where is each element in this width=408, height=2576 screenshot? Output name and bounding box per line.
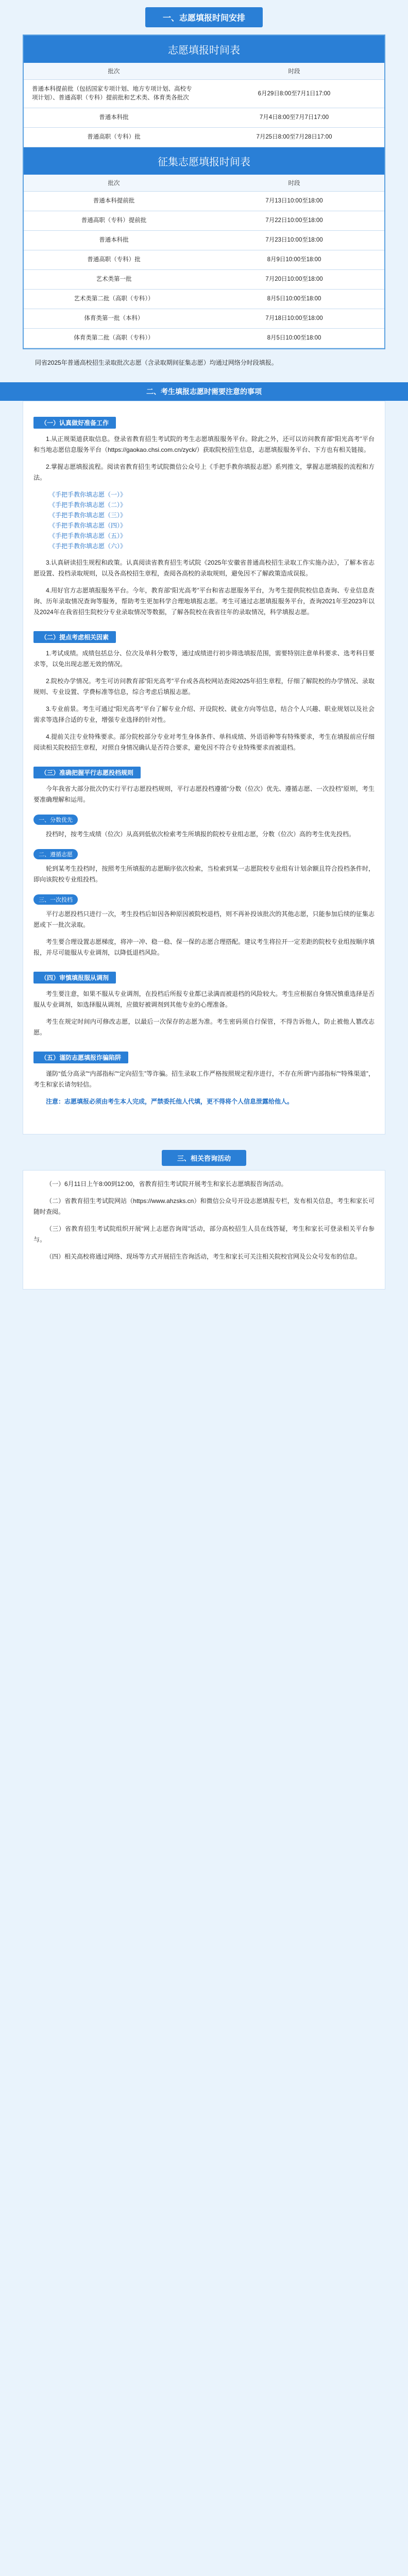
section-2-body [23,401,385,1134]
table1-title: 志愿填报时间表 [24,36,384,63]
table-row [24,231,384,250]
section-3-title: 三、相关咨询活动 [162,1150,246,1166]
paragraph-8: 4.提前关注专业特殊要求。部分院校部分专业对考生身体条件、单科成绩、外语语种等有特殊要求，考生在填报前应仔细阅读相关院校招生章程，对照自身情况确认是否符合要求，避免因不符合专业特殊要求而被退档。 [33,733,375,751]
guide-link-1[interactable]: 《手把手教你填志愿（一）》 [49,491,127,498]
footer-spacer [0,1290,408,1310]
pill-score-first: 一、分数优先 [33,815,78,825]
table-cell: 普通本科批 [24,108,204,128]
paragraph-10: 投档时，按考生成绩（位次）从高到低依次检索考生所填报的院校专业组志愿，分数（位次）高的考生优先投档。 [46,831,355,838]
paragraph-5: 1.考试成绩。成绩包括总分、位次及单科分数等，通过成绩进行初步筛选填报范围，需要特别注意单科要求、选考科目要求等，以免出现志愿无效的情况。 [33,650,375,668]
subsection-5-tag: （五）谨防志愿填报诈骗陷阱 [33,1052,128,1063]
section-1-header [0,7,408,27]
table2 [24,175,384,348]
table-row [24,192,384,211]
paragraph-19: （二）省教育招生考试院网站（https://www.ahzsks.cn）和微信公众号开设志愿填报专栏，发布相关信息，考生和家长可随时查阅。 [33,1197,375,1215]
paragraph-14: 考生要注意，如果不服从专业调剂，在投档后所报专业都已录满而被退档的风险较大。考生应根据自身情况慎重选择是否服从专业调剂，如选择服从调剂，应做好被调剂到其他专业的心理准备。 [33,990,375,1008]
table-cell: 7月25日8:00至7月28日17:00 [204,128,384,147]
guide-link-6[interactable]: 《手把手教你填志愿（六）》 [49,543,127,550]
subsection-2-tag: （二）提点考虑相关因素 [33,631,116,643]
subsection-3-tag: （三）准确把握平行志愿投档规则 [33,767,141,778]
table-cell: 7月20日10:00至18:00 [204,270,384,290]
table-cell: 6月29日8:00至7月1日17:00 [204,80,384,108]
table-cell: 7月23日10:00至18:00 [204,231,384,250]
paragraph-21: （四）相关高校将通过网络、现场等方式开展招生咨询活动，考生和家长可关注相关院校官网及公众号发布的信息。 [46,1253,362,1260]
paragraph-7: 3.专业前景。考生可通过“阳光高考”平台了解专业介绍、开设院校、就业方向等信息，结合个人兴趣、职业规划以及社会需求等选择合适的专业，增强专业选择的针对性。 [33,705,375,723]
table-row [24,270,384,290]
table-cell: 7月22日10:00至18:00 [204,211,384,231]
table1-header-time: 时段 [204,63,384,80]
paragraph-1: 1.从正规渠道获取信息。登录省教育招生考试院的考生志愿填报服务平台。除此之外，还可以访问教育部“阳光高考”平台和当地志愿信息服务平台（https://gaokao.chsi.com.cn/zyck/）获取院校招生信息，志愿填报服务平台、下方也有相关链接。 [33,435,375,453]
pill-one-submission: 三、一次投档 [33,894,78,905]
paragraph-6: 2.院校办学情况。考生可访问教育部“阳光高考”平台或各高校网站查阅2025年招生章程，仔细了解院校的办学情况、录取规则、专业设置、学费标准等信息，综合考虑后填报志愿。 [33,677,375,696]
section-1-title: 一、志愿填报时间安排 [145,7,263,27]
guide-link-3[interactable]: 《手把手教你填志愿（三）》 [49,512,127,519]
table-row [24,329,384,348]
paragraph-11: 轮到某考生投档时，按照考生所填报的志愿顺序依次检索，当检索到某一志愿院校专业组有计划余额且符合投档条件时，即向该院校专业组投档。 [33,865,375,883]
guide-link-2[interactable]: 《手把手教你填志愿（二）》 [49,501,127,509]
table-cell: 普通高职（专科）提前批 [24,211,204,231]
table-row [24,309,384,329]
guide-link-list [49,489,375,551]
schedule-note: 同省2025年普通高校招生录取批次志愿（含录取期间征集志愿）均通过网络分时段填报。 [35,359,278,366]
paragraph-16: 谨防“低分高录”“内部指标”“定向招生”等诈骗。招生录取工作严格按照规定程序进行，不存在所谓“内部指标”“特殊渠道”，考生和家长请勿轻信。 [33,1070,375,1088]
table1-header-row [24,63,384,80]
table2-title: 征集志愿填报时间表 [24,147,384,175]
paragraph-12: 平行志愿投档只进行一次，考生投档后如因各种原因被院校退档，则不再补投该批次的其他志愿，只能参加后续的征集志愿或下一批次录取。 [33,910,375,928]
table-row [24,290,384,309]
table2-header-row [24,175,384,192]
section-3-body [23,1170,385,1290]
table-cell: 8月5日10:00至18:00 [204,290,384,309]
paragraph-2: 2.掌握志愿填报流程。阅读省教育招生考试院微信公众号上《手把手教你填报志愿》系列推文，掌握志愿填报的流程和方法。 [33,463,375,481]
paragraph-9: 今年我省大部分批次仍实行平行志愿投档规则，平行志愿投档遵循“分数（位次）优先、遵循志愿、一次投档”原则，考生要准确理解和运用。 [33,785,375,803]
table-cell: 普通高职（专科）批 [24,128,204,147]
paragraph-18: （一）6月11日上午8:00到12:00，省教育招生考试院开展考生和家长志愿填报咨询活动。 [46,1180,287,1188]
table2-header-batch: 批次 [24,175,204,192]
table-cell: 普通本科提前批（包括国家专项计划、地方专项计划、高校专项计划）、普通高职（专科）提前批和艺术类、体育类各批次 [24,80,204,108]
section-2-title: 二、考生填报志愿时需要注意的事项 [146,387,262,396]
table2-header-time: 时段 [204,175,384,192]
paragraph-17: 注意：志愿填报必须由考生本人完成，严禁委托他人代填，更不得将个人信息泄露给他人。 [46,1098,294,1105]
table-cell: 8月9日10:00至18:00 [204,250,384,270]
paragraph-13: 考生要合理设置志愿梯度，将冲一冲、稳一稳、保一保的志愿合理搭配。建议考生将拉开一定差距的院校专业组按顺序填报，并尽可能服从专业调剂，以降低退档风险。 [33,938,375,956]
paragraph-4: 4.用好官方志愿填报服务平台。今年，教育部“阳光高考”平台和省志愿服务平台，为考生提供院校信息查询、专业信息查询、历年录取情况查询等服务，帮助考生更加科学合理地填报志愿。考生可通过志愿填报服务平台，查询2021年至2023年以及2024年在我省招生院校分专业录取情况等数据，了解各院校在我省往年的录取情况，科学填报志愿。 [33,587,375,616]
table-cell: 普通本科批 [24,231,204,250]
table-cell: 艺术类第一批 [24,270,204,290]
paragraph-3: 3.认真研读招生规程和政策。认真阅读省教育招生考试院《2025年安徽省普通高校招生录取工作实施办法》，了解本省志愿设置、投档录取规则，以及各高校招生章程，查阅各高校的录取规则，避免因不了解政策造成误报。 [33,559,375,577]
subsection-4-tag: （四）审慎填报服从调剂 [33,972,116,984]
table-cell: 普通本科提前批 [24,192,204,211]
guide-link-5[interactable]: 《手把手教你填志愿（五）》 [49,532,127,539]
table-row [24,211,384,231]
table-row [24,80,384,108]
section-2-header [0,382,408,401]
table1-header-batch: 批次 [24,63,204,80]
table-cell: 艺术类第二批（高职（专科）） [24,290,204,309]
table-row [24,128,384,147]
pill-follow-wish: 二、遵循志愿 [33,849,78,859]
table-row [24,250,384,270]
table-cell: 7月13日10:00至18:00 [204,192,384,211]
paragraph-15: 考生在规定时间内可修改志愿，以最后一次保存的志愿为准。考生密码须自行保管，不得告诉他人，防止被他人篡改志愿。 [33,1018,375,1036]
table-cell: 7月4日8:00至7月7日17:00 [204,108,384,128]
table1 [24,63,384,147]
table-cell: 体育类第二批（高职（专科）） [24,329,204,348]
table-cell: 普通高职（专科）批 [24,250,204,270]
schedule-panel [23,35,385,349]
table-cell: 8月5日10:00至18:00 [204,329,384,348]
table-cell: 体育类第一批（本科） [24,309,204,329]
subsection-1-tag: （一）认真做好准备工作 [33,417,116,429]
table-cell: 7月18日10:00至18:00 [204,309,384,329]
table-row [24,108,384,128]
paragraph-20: （三）省教育招生考试院组织开展“网上志愿咨询周”活动，部分高校招生人员在线答疑，考生和家长可登录相关平台参与。 [33,1225,375,1243]
guide-link-4[interactable]: 《手把手教你填志愿（四）》 [49,522,127,529]
section-3-header [0,1150,408,1166]
